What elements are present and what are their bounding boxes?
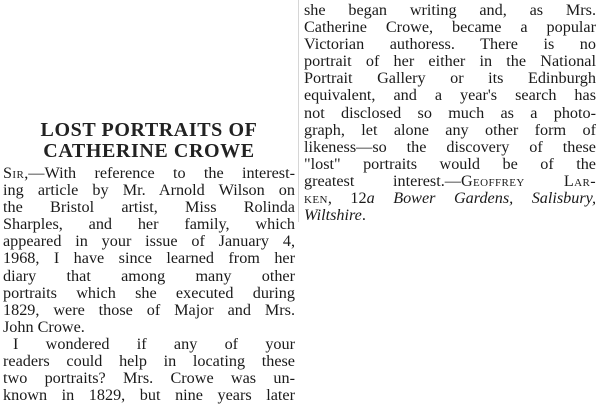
right-column [304,0,596,224]
text-line: Catherine Crowe, became a popular [304,18,596,37]
text-line: ing article by Mr. Arnold Wilson on [3,181,295,200]
letter-body-left [3,165,295,404]
author-address: a Bower Gardens, Salisbury, [366,189,597,208]
text-span: , 12 [327,189,367,208]
text-line: appeared in your issue of January 4, [3,232,295,251]
text-line: likeness—so the discovery of these [304,137,596,156]
article-headline [3,120,295,162]
salutation: Sir [3,164,25,182]
text-span: greatest interest.— [304,171,461,190]
paragraph-start-line: I wondered if any of your [13,334,295,353]
text-line [304,173,596,190]
text-line: readers could help in locating these [3,352,295,371]
headline-line-1: LOST PORTRAITS OF [40,119,258,141]
author-name: Geoffrey Lar- [460,171,596,190]
text-line: 1829, were those of Major and Mrs. [3,300,295,319]
text-span: ,—With reference to the interest- [24,164,295,182]
left-column [3,0,295,404]
text-line: Victorian authoress. There is no [304,35,596,54]
text-line: portraits which she executed during [3,283,295,302]
text-line: not disclosed so much as a photo- [304,103,596,122]
text-line: known in 1829, but nine years later [3,386,295,404]
text-line [304,207,596,224]
text-line: graph, let alone any other form of [304,120,596,139]
text-span: . [361,206,366,225]
headline-line-2: CATHERINE CROWE [43,140,255,162]
text-line [304,190,596,207]
text-line: equivalent, and a year's search has [304,86,596,105]
text-line: 1968, I have since learned from her [3,249,295,268]
text-line: diary that among many other [3,266,295,285]
text-line [3,165,295,182]
letter-body-right [304,2,596,224]
text-line: portrait of her either in the National [304,52,596,71]
author-county: Wiltshire [304,206,362,225]
text-line: the Bristol artist, Miss Rolinda [3,198,295,217]
column-divider [298,0,299,222]
text-line: she began writing and, as Mrs. [304,1,596,19]
text-line: John Crowe. [3,317,85,336]
text-line: "lost" portraits would be of the [304,154,596,173]
text-line: Portrait Gallery or its Edinburgh [304,69,596,88]
author-name-cont: ken [304,189,328,208]
text-line: Sharples, and her family, which [3,215,295,234]
text-line: two portraits? Mrs. Crowe was un- [3,369,295,388]
